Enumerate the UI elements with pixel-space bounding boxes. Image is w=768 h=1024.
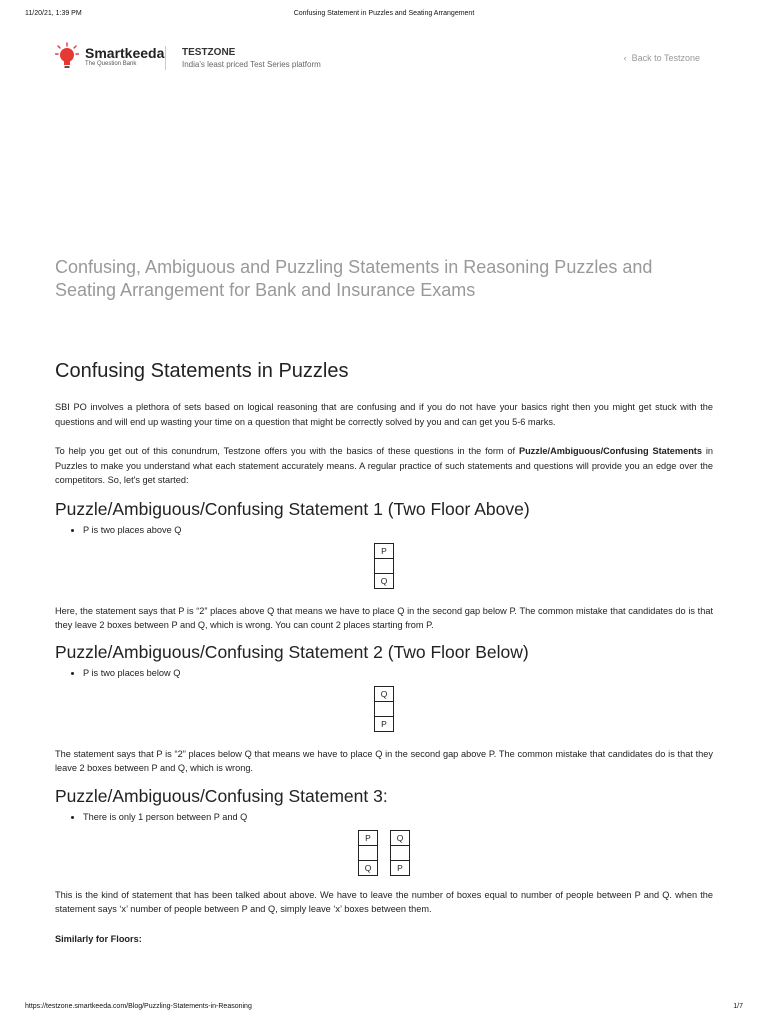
box-cell: P [381, 718, 387, 729]
print-url[interactable]: https://testzone.smartkeeda.com/Blog/Puzzling-Statements-in-Reasoning [25, 1003, 252, 1010]
back-to-testzone-link[interactable] [624, 53, 700, 63]
intro2-text: To help you get out of this conundrum, Testzone offers you with the basics of these questions in the form of [55, 446, 519, 456]
article [55, 256, 713, 946]
statement-1-heading: Puzzle/Ambiguous/Confusing Statement 1 (Two Floor Above) [55, 498, 530, 519]
back-link-label: Back to Testzone [631, 53, 700, 63]
brand-name[interactable]: Smartkeeda [85, 45, 165, 61]
box-column [374, 543, 394, 589]
list-item: • There is only 1 person between P and Q [83, 811, 713, 824]
box-cell [391, 846, 409, 861]
statement-1-bullets [55, 524, 713, 537]
box-cell: Q [375, 687, 393, 702]
statement-2-bullets [55, 667, 713, 680]
box-cell: Q [364, 862, 372, 873]
box-cell: P [359, 831, 377, 846]
box-column [390, 830, 410, 876]
statement-2-heading: Puzzle/Ambiguous/Confusing Statement 2 (Two Floor Below) [55, 641, 529, 662]
intro-paragraph-1: SBI PO involves a plethora of sets based on logical reasoning that are confusing and if you do not have your basics right then you might get stuck with the questions and will end up wasting your time on a question that might be correctly solved by you and can get you 5-6 marks. [55, 402, 713, 427]
statement-3-heading: Puzzle/Ambiguous/Confusing Statement 3: [55, 785, 388, 806]
statement-1-diagram [55, 543, 713, 589]
box-cell: Q [391, 831, 409, 846]
chevron-left-icon: ‹ [623, 53, 627, 63]
statement-3-bullets [55, 811, 713, 824]
testzone-tagline: India's least priced Test Series platform [182, 60, 321, 69]
box-cell [375, 559, 393, 574]
box-cell: Q [380, 575, 388, 586]
statement-3-text: This is the kind of statement that has been talked about above. We have to leave the number of boxes equal to number of people between P and Q. when the statement says ‘x’ number of people between P and Q, simply leave ‘x’ boxes between them. [55, 889, 713, 914]
box-cell: P [375, 544, 393, 559]
page-number: 1/7 [733, 1003, 743, 1010]
header-divider [165, 46, 166, 70]
bulb-logo-icon[interactable] [55, 42, 79, 70]
print-doc-title: Confusing Statement in Puzzles and Seating Arrangement [293, 10, 475, 17]
print-date: 11/20/21, 1:39 PM [25, 10, 82, 17]
section-heading: Confusing Statements in Puzzles [55, 360, 349, 382]
box-cell [359, 846, 377, 861]
box-column [374, 686, 394, 732]
statement-1-text: Here, the statement says that P is “2” places above Q that means we have to place Q in the second gap below P. The common mistake that candidates do is that they leave 2 boxes between P and Q, which is wrong. You can count 2 places starting from P. [55, 605, 713, 630]
statement-2-diagram [55, 686, 713, 732]
list-item: • P is two places below Q [83, 667, 713, 680]
box-cell [375, 702, 393, 717]
testzone-name[interactable]: TESTZONE [182, 47, 236, 58]
article-title: Confusing, Ambiguous and Puzzling Statements in Reasoning Puzzles and Seating Arrangement for Bank and Insurance Exams [55, 257, 653, 300]
statement-2-text: The statement says that P is “2” places below Q that means we have to place Q in the second gap above P. The common mistake that candidates do is that they leave 2 boxes between P and Q, which is wrong. [55, 748, 713, 773]
intro-paragraph-2 [55, 444, 713, 488]
box-cell: P [397, 862, 403, 873]
list-item: • P is two places above Q [83, 524, 713, 537]
brand-tagline: The Question Bank [85, 61, 137, 67]
intro2-bold: Puzzle/Ambiguous/Confusing Statements [518, 446, 702, 456]
similarly-floors-label: Similarly for Floors: [55, 933, 142, 944]
statement-3-diagram [55, 830, 713, 876]
site-header [55, 40, 715, 80]
box-column [358, 830, 378, 876]
intro2-text-end: in Puzzles to make you understand what each statement accurately means. A regular practice of such statements and questions will provide you an edge over the competitors. So, let's get started: [55, 446, 714, 485]
